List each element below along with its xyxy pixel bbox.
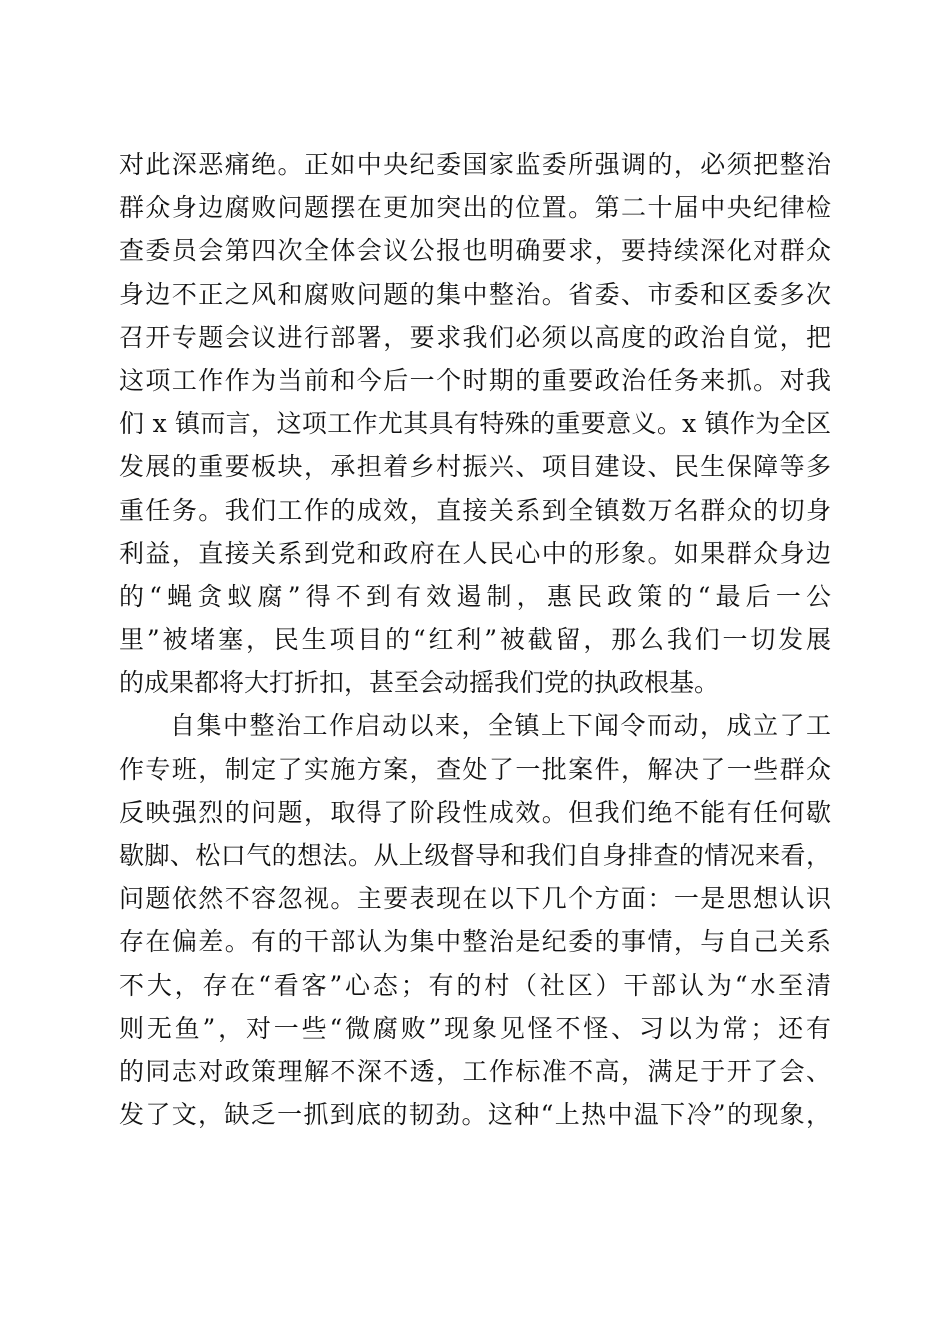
text-line: 群众身边腐败问题摆在更加突出的位置。第二十届中央纪律检 bbox=[119, 193, 831, 223]
text-line: 重任务。我们工作的成效，直接关系到全镇数万名群众的切身 bbox=[119, 495, 831, 525]
text-line: 这项工作作为当前和今后一个时期的重要政治任务来抓。对我 bbox=[119, 365, 831, 395]
text-line: 存在偏差。有的干部认为集中整治是纪委的事情，与自己关系 bbox=[119, 927, 831, 957]
text-line: 发了文，缺乏一抓到底的韧劲。这种“上热中温下冷”的现象， bbox=[119, 1100, 831, 1130]
text-line: 查委员会第四次全体会议公报也明确要求，要持续深化对群众 bbox=[119, 236, 831, 266]
text-line: 身边不正之风和腐败问题的集中整治。省委、市委和区委多次 bbox=[119, 279, 831, 309]
text-line: 利益，直接关系到党和政府在人民心中的形象。如果群众身边 bbox=[119, 538, 831, 568]
text-line: 的“蝇贪蚁腐”得不到有效遏制，惠民政策的“最后一公 bbox=[119, 581, 831, 611]
text-line: 召开专题会议进行部署，要求我们必须以高度的政治自觉，把 bbox=[119, 322, 831, 352]
text-line: 们 x 镇而言，这项工作尤其具有特殊的重要意义。x 镇作为全区 bbox=[119, 409, 831, 439]
text-line: 歇脚、松口气的想法。从上级督导和我们自身排查的情况来看， bbox=[119, 841, 831, 870]
text-line: 里”被堵塞，民生项目的“红利”被截留，那么我们一切发展 bbox=[119, 625, 831, 655]
text-line: 的同志对政策理解不深不透，工作标准不高，满足于开了会、 bbox=[119, 1056, 831, 1086]
text-line: 问题依然不容忽视。主要表现在以下几个方面：一是思想认识 bbox=[119, 884, 831, 914]
document-body bbox=[119, 143, 831, 1136]
paragraph-1 bbox=[119, 143, 831, 704]
text-line: 不大，存在“看客”心态；有的村（社区）干部认为“水至清 bbox=[119, 970, 831, 1000]
text-line: 反映强烈的问题，取得了阶段性成效。但我们绝不能有任何歇 bbox=[119, 797, 831, 827]
text-line: 对此深恶痛绝。正如中央纪委国家监委所强调的，必须把整治 bbox=[119, 150, 831, 179]
text-line: 则无鱼”，对一些“微腐败”现象见怪不怪、习以为常；还有 bbox=[119, 1013, 831, 1043]
text-line: 自集中整治工作启动以来，全镇上下闻令而动，成立了工 bbox=[170, 711, 831, 741]
text-line: 的成果都将大打折扣，甚至会动摇我们党的执政根基。 bbox=[119, 668, 720, 698]
text-line: 作专班，制定了实施方案，查处了一批案件，解决了一些群众 bbox=[119, 754, 831, 784]
text-line: 发展的重要板块，承担着乡村振兴、项目建设、民生保障等多 bbox=[119, 452, 831, 482]
paragraph-2 bbox=[119, 704, 831, 1136]
